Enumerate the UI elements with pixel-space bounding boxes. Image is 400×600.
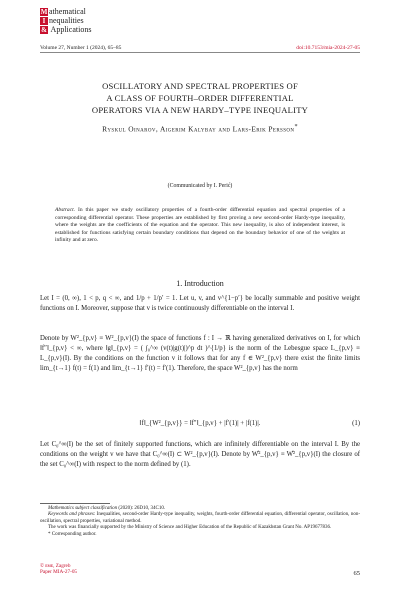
communicated-by: (Communicated by I. Perić) [167,183,233,189]
logo-word: athematical [49,7,86,16]
copyright-line-1: © ᴇᴍᴇ, Zagreb [40,563,71,569]
title-line-3: OPERATORS VIA A NEW HARDY–TYPE INEQUALITY [91,105,309,115]
equation-body: ‖f‖_{W²_{p,v}} = ‖f″‖_{p,v} + |f′(1)| + |f(1)|. [139,420,261,427]
footnote-keywords [40,512,360,525]
keywords-label: Keywords and phrases [48,512,94,518]
intro-paragraph-1: Let I = (0, ∞), 1 < p, q < ∞, and 1/p + 1/p′ = 1. Let u, v, and v^{1−p′} be locally summable and positive weight functions on I. Moreover, suppose that v is twice continuously differentiable on the interval I. [40,295,360,312]
abstract-text: In this paper we study oscillatory properties of a fourth-order differential equation and spectral properties of a corresponding differential operator. These properties are established by first proving a new second-order Hardy-type inequality, where the weights are the coefficients of the equation and the operator. This new inequality, is also of independent interest, is established for functions satisfying certain boundary conditions that depend on the boundary behavior of one of the weights at infinity and at zero. [55,207,345,244]
authors-names: Ryskul Oinarov, Aigerim Kalybay and Lars-Erik Persson [102,124,295,134]
doi-link[interactable]: doi:10.7153/mia-2024-27-05 [296,45,360,51]
intro-paragraph-3: Let C₀^∞(I) be the set of finitely supported functions, which are infinitely differentiable on the interval I. By the conditions on the weight v we have that C₀^∞(I) ⊂ W²_{p,v}(I). Denote by W̊²_{p,v} ≡ W̊²_{p,v}(I) the closure of the set C₀^∞(I) with respect to the norm defined by (1). [40,441,360,468]
author-list [40,124,360,133]
section-heading-introduction: 1. Introduction [176,279,224,288]
logo-word: Applications [49,25,92,34]
logo-line-1 [40,7,160,16]
msc-text: (2020): 26D10, 34C10. [118,506,166,511]
intro-paragraph-2: Denote by W²_{p,v} ≡ W²_{p,v}(I) the space of functions f : I → ℝ having generalized derivatives on I, for which ‖f″‖_{p,v} < ∞, where ‖g‖_{p,v} = ( ∫₀^∞ (v(t)|g(t)|)^p dt )^{1/p} is the norm of the Lebesgue space L_{p,v} ≡ L_{p,v}(I). By the conditions on the function v it follows that for any f ∈ W²_{p,v} there exist the finite limits lim_{t→1} f(t) = f(1) and lim_{t→1} f′(t) = f′(1). Therefore, the space W²_{p,v} has the norm [40,335,360,372]
title-line-1: OSCILLATORY AND SPECTRAL PROPERTIES OF [102,81,298,91]
logo-initial: & [41,26,47,34]
abstract-label: Abstract. [55,207,76,213]
page-number: 65 [353,570,360,577]
volume-line: Volume 27, Number 1 (2024), 65–85 [40,45,122,51]
title-line-2: A CLASS OF FOURTH–ORDER DIFFERENTIAL [106,93,294,103]
logo-word: nequalities [49,16,84,25]
copyright-line-2: Paper MIA-27-05 [40,569,78,576]
footnote-funding: The work was financially supported by the Ministry of Science and Higher Education of the Republic of Kazakhstan Grant No. AP19677836. [48,525,332,531]
footnote-rule [40,503,110,504]
logo-line-2 [40,16,160,25]
footnote-corresponding: * Corresponding author. [48,531,97,537]
copyright-block [40,563,77,576]
logo-initial: I [40,17,48,25]
corresponding-mark: * [294,124,298,130]
msc-label: Mathematics subject classification [48,506,118,511]
article-title [60,80,340,116]
footnotes [40,506,360,538]
logo-line-3 [40,25,160,34]
header-rule [40,52,360,53]
keywords-text: : Inequalities, second-order Hardy-type inequality, weights, fourth-order differential equation, differential operator, oscillation, non-oscillation, spectral properties, variational method. [40,512,360,524]
abstract [55,207,345,245]
journal-logo [40,7,160,34]
logo-initial: M [40,8,48,16]
norm-equation [40,420,360,427]
equation-number: (1) [352,420,360,427]
